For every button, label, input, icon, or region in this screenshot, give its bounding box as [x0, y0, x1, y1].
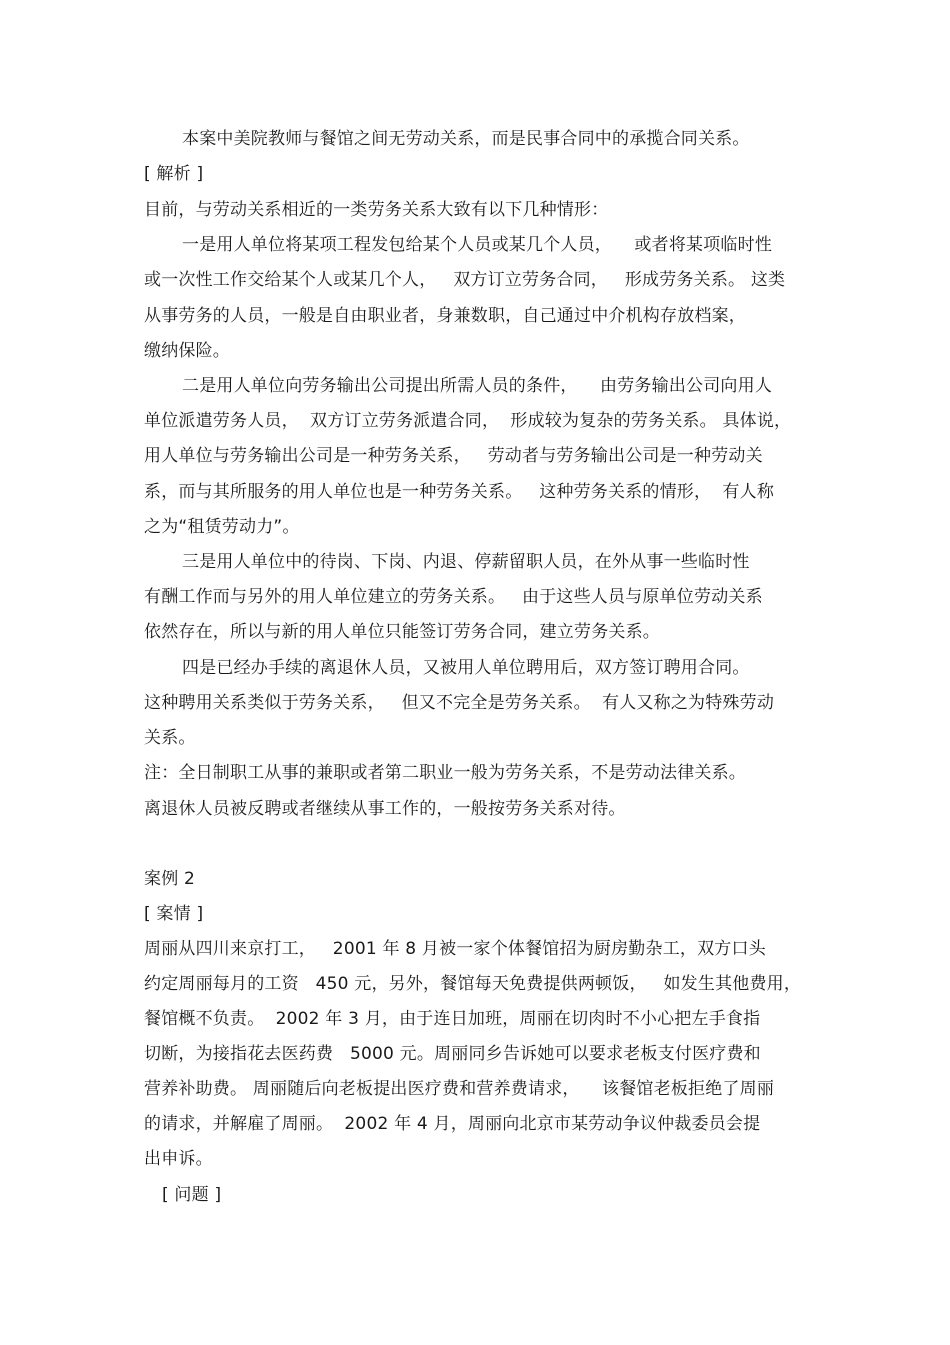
text-line: 用人单位与劳务输出公司是一种劳务关系， 劳动者与劳务输出公司是一种劳动关 — [144, 446, 763, 466]
text-line: 单位派遣劳务人员， 双方订立劳务派遣合同， 形成较为复杂的劳务关系。 具体说， — [144, 411, 792, 431]
text-line: 这种聘用关系类似于劳务关系， 但又不完全是劳务关系。 有人又称之为特殊劳动 — [144, 693, 775, 713]
section-heading-question: [ 问题 ] — [162, 1185, 222, 1205]
section-heading-analysis: [ 解析 ] — [144, 164, 204, 184]
text-line: 关系。 — [144, 728, 196, 748]
text-line: 或一次性工作交给某个人或某几个人， 双方订立劳务合同， 形成劳务关系。 这类 — [144, 270, 786, 290]
text-line: 一是用人单位将某项工程发包给某个人员或某几个人员， 或者将某项临时性 — [182, 235, 773, 255]
section-heading-facts: [ 案情 ] — [144, 904, 204, 924]
case-heading: 案例 2 — [144, 869, 196, 889]
text-line: 本案中美院教师与餐馆之间无劳动关系，而是民事合同中的承揽合同关系。 — [182, 129, 750, 149]
text-line: 有酬工作而与另外的用人单位建立的劳务关系。 由于这些人员与原单位劳动关系 — [144, 587, 763, 607]
text-line: 切断，为接指花去医药费 5000 元。周丽同乡告诉她可以要求老板支付医疗费和 — [144, 1044, 761, 1064]
text-line: 餐馆概不负责。 2002 年 3 月，由于连日加班，周丽在切肉时不小心把左手食指 — [144, 1009, 761, 1029]
text-line: 四是已经办手续的离退休人员，又被用人单位聘用后，双方签订聘用合同。 — [182, 658, 750, 678]
text-line: 系，而与其所服务的用人单位也是一种劳务关系。 这种劳务关系的情形， 有人称 — [144, 482, 775, 502]
text-line: 三是用人单位中的待岗、下岗、内退、停薪留职人员，在外从事一些临时性 — [182, 552, 750, 572]
note-line: 离退休人员被反聘或者继续从事工作的，一般按劳务关系对待。 — [144, 799, 626, 819]
text-line: 依然存在，所以与新的用人单位只能签订劳务合同，建立劳务关系。 — [144, 622, 660, 642]
text-line: 约定周丽每月的工资 450 元，另外，餐馆每天免费提供两顿饭， 如发生其他费用， — [144, 974, 802, 994]
text-line: 二是用人单位向劳务输出公司提出所需人员的条件， 由劳务输出公司向用人 — [182, 376, 773, 396]
text-line: 之为“租赁劳动力”。 — [144, 517, 300, 537]
text-line: 周丽从四川来京打工， 2001 年 8 月被一家个体餐馆招为厨房勤杂工，双方口头 — [144, 939, 766, 959]
text-line: 的请求，并解雇了周丽。 2002 年 4 月，周丽向北京市某劳动争议仲裁委员会提 — [144, 1114, 761, 1134]
text-line: 从事劳务的人员，一般是自由职业者，身兼数职，自己通过中介机构存放档案， — [144, 306, 746, 326]
text-line: 营养补助费。 周丽随后向老板提出医疗费和营养费请求， 该餐馆老板拒绝了周丽 — [144, 1079, 775, 1099]
text-line: 出申诉。 — [144, 1149, 213, 1169]
text-line: 缴纳保险。 — [144, 341, 230, 361]
text-line: 目前，与劳动关系相近的一类劳务关系大致有以下几种情形： — [144, 200, 609, 220]
note-line: 注：全日制职工从事的兼职或者第二职业一般为劳务关系，不是劳动法律关系。 — [144, 763, 746, 783]
